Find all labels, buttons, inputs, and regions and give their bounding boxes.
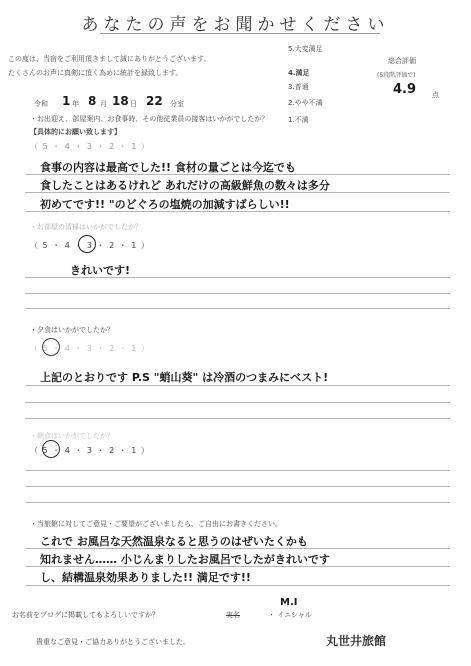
dinner-scale: （ 5 ・ 4 ・ 3 ・ 2 ・ 1 ） — [30, 344, 150, 353]
title-underline — [100, 33, 380, 34]
intro-line-2: たくさんのお声に真剣に頂く為めに統計を録致します。 — [8, 69, 183, 77]
initial-option: ・ イニシャル — [268, 611, 312, 619]
initial-value: M.I — [280, 597, 298, 608]
room-question: ・お部屋の清掃はいかがでしたか？ — [30, 223, 142, 231]
thanks-message: 貴重なご意見・ご協力ありがとうございました。 — [36, 638, 190, 646]
comment-rule — [25, 402, 450, 403]
breakfast-scale: （ 5 ・ 4 ・ 3 ・ 2 ・ 1 ） — [30, 446, 150, 455]
comment-rule — [25, 277, 450, 278]
comment-rule — [25, 502, 450, 503]
feedback-comment-3: し、結構温泉効果ありました!! 満足です!! — [40, 571, 251, 584]
room-scale: （ 5 ・ 4 ・ 3 ・ 2 ・ 1 ） — [30, 241, 150, 250]
breakfast-question: ・朝食はいかがでしたか？ — [30, 432, 114, 440]
comment-rule — [25, 192, 450, 193]
service-comment-3: 初めてです!! "のどぐろの塩焼の加減すばらしい!! — [40, 198, 290, 211]
page-title: あなたの声をお聞かせください — [81, 15, 390, 35]
legend-option-3: 3.普通 — [288, 83, 309, 91]
feedback-comment-2: 知れません…… 小じんまりしたお風呂でしたがきれいです — [40, 553, 330, 566]
year-value: 1 — [62, 94, 71, 108]
intro-line-1: この度は、当宿をご利用頂きまして誠にありがとうございます。 — [8, 55, 211, 63]
comment-rule — [25, 174, 450, 175]
comment-rule — [25, 470, 450, 471]
service-question: ・お出迎え、部屋案内、お食事時、その他従業員の接客はいかがでしたか？ — [30, 115, 269, 123]
blog-question: お名前をブログに掲載してもよろしいですか？ — [12, 611, 159, 619]
legend-option-5: 5.大変満足 — [288, 45, 323, 53]
time-value: 22 — [146, 94, 163, 108]
comment-rule — [25, 308, 450, 309]
time-unit: 分室 — [170, 100, 184, 108]
day-unit: 日 — [130, 100, 137, 108]
comment-rule — [25, 385, 450, 386]
room-comment-1: きれいです! — [70, 264, 131, 277]
service-comment-2: 食したことはあるけれど あれだけの高級鮮魚の数々は多分 — [40, 179, 330, 192]
month-unit: 月 — [100, 100, 107, 108]
comment-rule — [25, 548, 450, 549]
overall-label: 総合評価 — [388, 57, 416, 65]
comment-rule — [25, 418, 450, 419]
feedback-question: ・当旅館に対してご意見・ご要望がございましたら、ご自由にお書きください。 — [30, 520, 282, 528]
comment-rule — [25, 486, 450, 487]
real-name-option: 実名 — [226, 611, 240, 619]
dinner-rating-circle — [42, 338, 60, 356]
date-prefix: 令和 — [34, 100, 48, 108]
comment-rule — [25, 585, 450, 586]
specific-label: 【具体的にお願い致します】 — [30, 128, 121, 136]
service-comment-1: 食事の内容は最高でした!! 食材の量ごとは今迄でも — [40, 161, 296, 174]
legend-option-4: 4.満足 — [288, 69, 310, 77]
overall-score-value: 4.9 — [393, 82, 417, 97]
breakfast-rating-circle — [42, 440, 60, 458]
comment-rule — [25, 293, 450, 294]
legend-option-2: 2.やや不満 — [288, 99, 323, 107]
feedback-comment-1: これで お風呂な天然温泉なると思うのはぜいたくかも — [40, 535, 308, 548]
month-value: 8 — [88, 94, 97, 108]
inn-name: 丸世井旅館 — [326, 634, 387, 648]
comment-rule — [25, 211, 450, 212]
day-value: 18 — [112, 94, 129, 108]
overall-score-unit: 点 — [432, 91, 439, 99]
year-unit: 年 — [72, 100, 79, 108]
overall-sublabel: (5段階評価で) — [377, 72, 416, 79]
dinner-question: ・夕食はいかがでしたか？ — [30, 326, 114, 334]
dinner-comment-1: 上記のとおりです P.S "蛸山葵" は冷酒のつまみにベスト! — [40, 371, 329, 384]
comment-rule — [25, 566, 450, 567]
room-rating-circle — [78, 235, 96, 253]
service-scale: （ 5 ・ 4 ・ 3 ・ 2 ・ 1 ） — [30, 142, 150, 151]
legend-option-1: 1.不満 — [288, 116, 309, 124]
